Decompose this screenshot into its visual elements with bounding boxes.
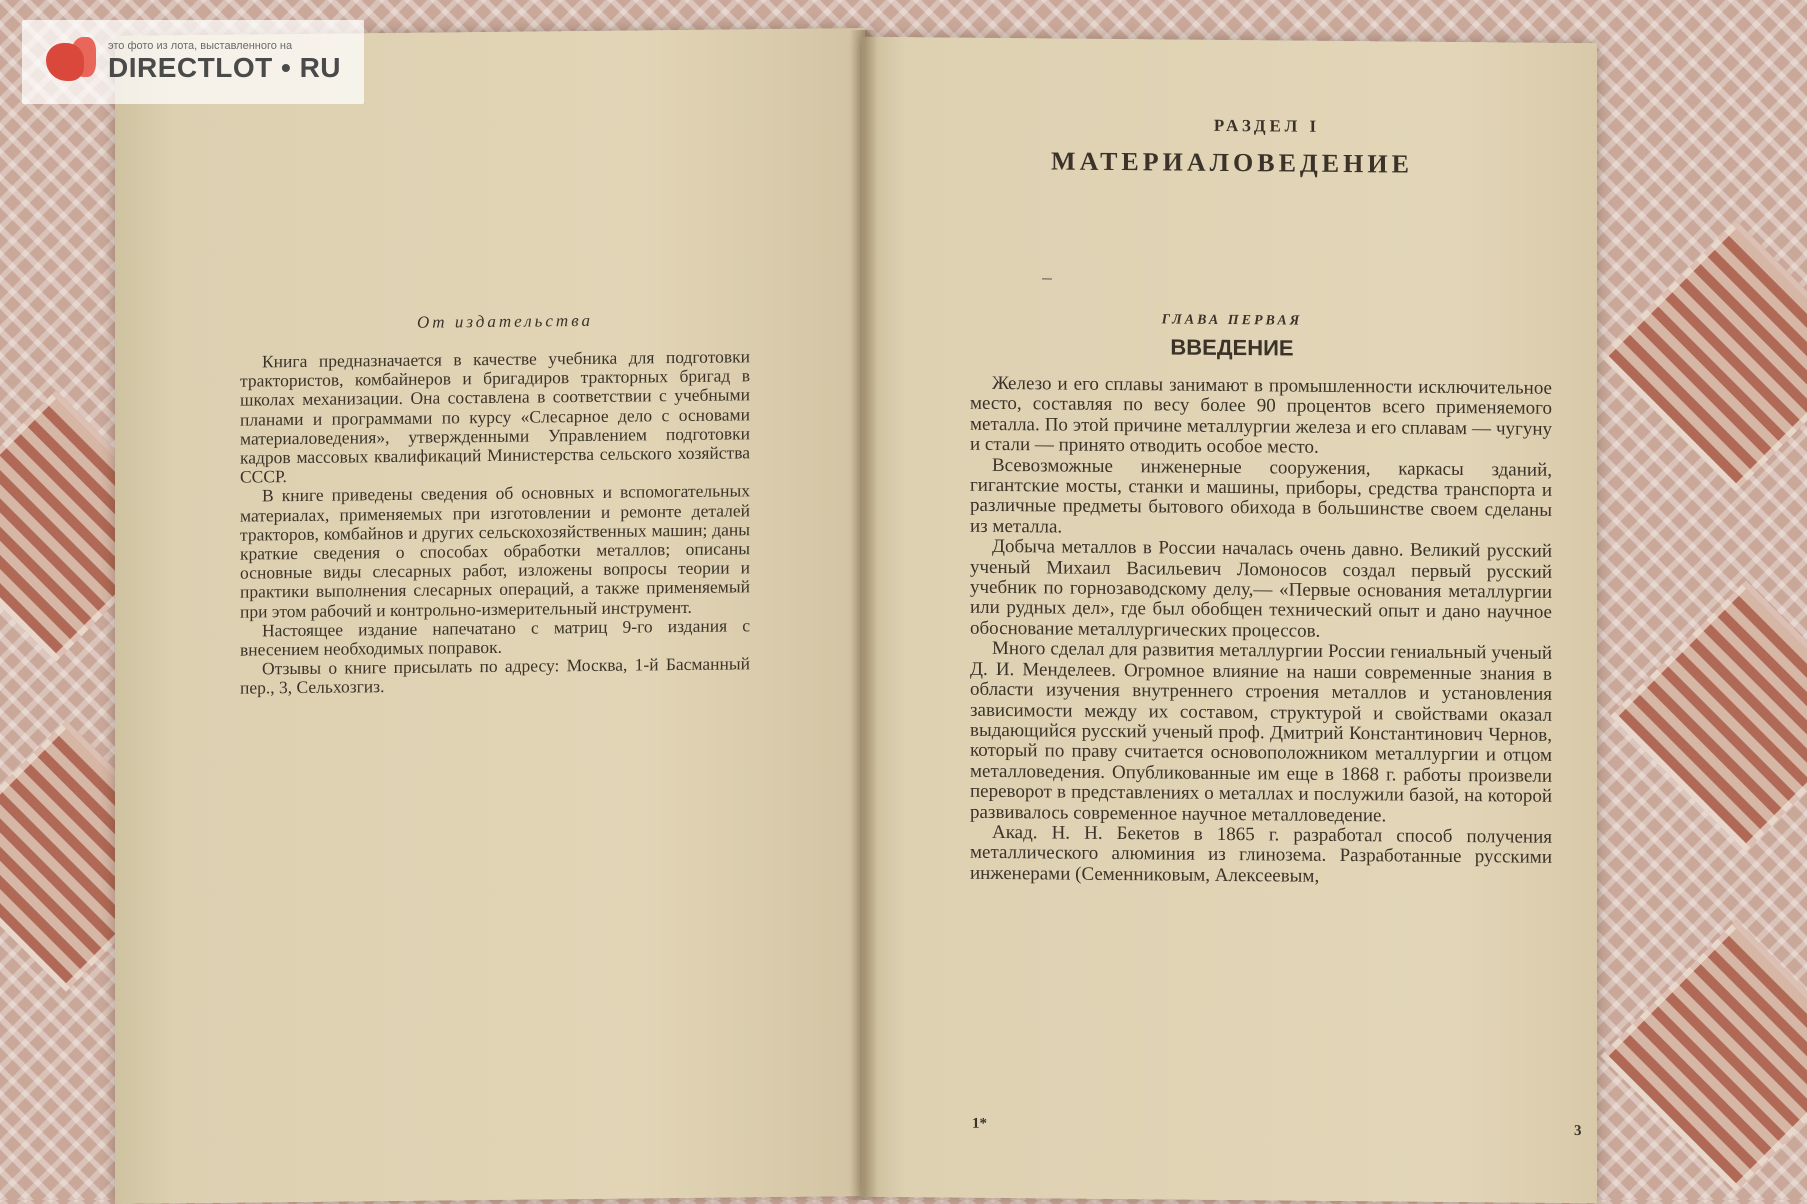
paragraph: Много сделал для развития металлургии России гениальный ученый Д. И. Менделеев. Огромное влияние на наши современные знания в области изучения внутреннего строения металлов и установления зависимости между их составом, структурой и свойствами оказал выдающийся русский ученый проф. Дмитрий Константинович Чернов, который по праву считается основоположником металлургии и отцом металловедения. Опубликованные им еще в 1868 г. работы произвели переворот в представлениях о металлах и послужили базой, на которой развивалось современное научное металловедение. xyxy=(970,638,1552,826)
paragraph: Отзывы о книге присылать по адресу: Москва, 1-й Басманный пер., 3, Сельхозгиз. xyxy=(240,653,750,699)
watermark-brand: DIRECTLOT • RU xyxy=(108,52,342,83)
tablecloth-pattern xyxy=(1610,580,1807,852)
chapter-title: ВВЕДЕНИЕ xyxy=(1170,334,1294,361)
paragraph: В книге приведены сведения об основных и вспомогательных материалах, применяемых при изготовлении и ремонте деталей тракторов, комбайнов и других сельскохозяйственных машин; даны краткие сведения о способах обработки металлов; описаны основные виды слесарных работ, изложены вопросы теории и практики выполнения слесарных операций, а также применяемый при этом рабочий и контрольно-измерительный инструмент. xyxy=(240,480,750,622)
tablecloth-pattern xyxy=(1600,220,1807,492)
divider xyxy=(1042,278,1052,279)
right-page xyxy=(862,37,1597,1203)
paragraph: Железо и его сплавы занимают в промышленности исключительное место, составляя по весу более 90 процентов всего применяемого металла. По этой причине металлургии железа и его сплавам — чугуну и стали — принято отводить особое место. xyxy=(970,372,1552,458)
paragraph: Всевозможные инженерные сооружения, каркасы зданий, гигантские мосты, станки и машины, приборы, средства транспорта и различные предметы бытового обихода в большинстве своем сделаны из металла. xyxy=(970,454,1552,538)
watermark-caption: это фото из лота, выставленного на xyxy=(108,40,293,52)
section-title: МАТЕРИАЛОВЕДЕНИЕ xyxy=(1051,146,1413,179)
left-page xyxy=(115,28,865,1204)
paragraph: Акад. Н. Н. Бекетов в 1865 г. разработал способ получения металлического алюминия из глинозема. Разработанные русскими инженерами (Семенниковым, Алексеевым, xyxy=(970,821,1552,887)
squirrel-logo-icon xyxy=(42,35,96,89)
tablecloth-pattern xyxy=(1600,920,1807,1192)
paragraph: Добыча металлов в России началась очень давно. Великий русский ученый Михаил Васильевич Ломоносов создал первый русский учебник по горнозаводскому делу,— «Первые основания металлургии или рудных дел», где был обобщен технический опыт и дано научное обоснование металлургических процессов. xyxy=(970,536,1552,642)
page-number: 3 xyxy=(1574,1123,1582,1140)
publisher-heading: От издательства xyxy=(417,310,593,332)
book-gutter xyxy=(850,30,878,1200)
paragraph: Настоящее издание напечатано с матриц 9-го издания с внесением необходимых поправок. xyxy=(240,615,750,660)
publisher-note xyxy=(240,347,750,698)
section-label: РАЗДЕЛ I xyxy=(1213,115,1321,136)
chapter-body xyxy=(970,374,1552,889)
chapter-label: ГЛАВА ПЕРВАЯ xyxy=(1161,312,1303,329)
watermark xyxy=(22,20,364,104)
signature-mark: 1* xyxy=(972,1115,987,1132)
paragraph: Книга предназначается в качестве учебника для подготовки трактористов, комбайнеров и бригадиров тракторных бригад в школах механизации. Она составлена в соответствии с учебными планами и программами по курсу «Слесарное дело с основами материаловедения», утвержденными Управлением подготовки кадров массовых квалификаций Министерства сельского хозяйства СССР. xyxy=(240,346,750,487)
